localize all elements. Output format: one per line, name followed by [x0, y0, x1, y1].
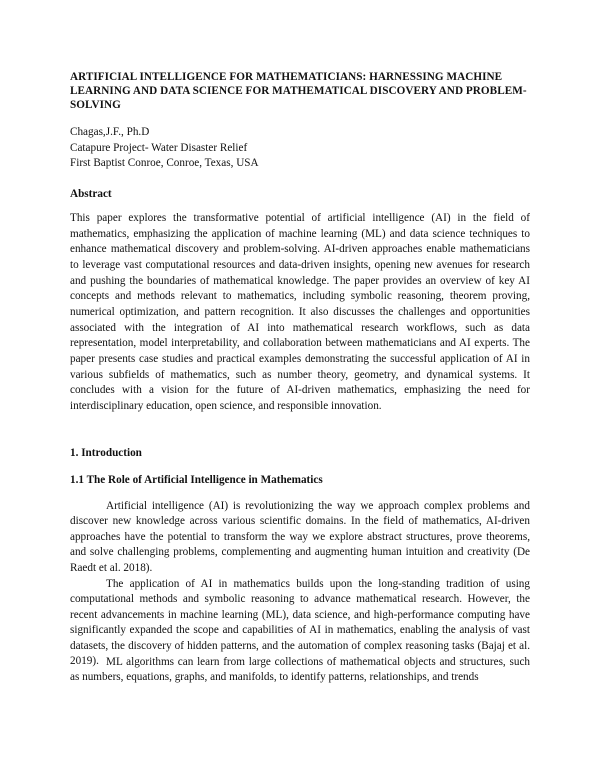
abstract-text: This paper explores the transformative potential of artificial intelligence (AI) in the field of mathematics, emphasizing the application of machine learning (ML) and data science techniques to enhance mathematical discovery and problem-solving. AI-driven approaches enable mathematicians to leverage vast computational resources and data-driven insights, opening new avenues for research and pushing the boundaries of mathematical knowledge. The paper provides an overview of key AI concepts and methods relevant to mathematics, including symbolic reasoning, theorem proving, numerical optimization, and pattern recognition. It also discusses the challenges and opportunities associated with the integration of AI into mathematical research workflows, such as data representation, model interpretability, and collaboration between mathematicians and AI experts. The paper presents case studies and practical examples demonstrating the successful application of AI in various subfields of mathematics, such as number theory, geometry, and dynamical systems. It concludes with a vision for the future of AI-driven mathematics, emphasizing the need for interdisciplinary education, open science, and responsible innovation.: [70, 212, 530, 412]
body-paragraph: ML algorithms can learn from large collections of mathematical objects and structures, such as numbers, equations, graphs, and manifolds, to identify patterns, relationships, and trends: [70, 656, 530, 684]
body-paragraph: Artificial intelligence (AI) is revolutionizing the way we approach complex problems and discover new knowledge across various scientific domains. In the field of mathematics, AI-driven approaches have the potential to transform the way we explore abstract structures, prove theorems, and solve challenging problems, complementing and augmenting human intuition and creativity (De Raedt et al. 2018).: [70, 500, 530, 574]
body-paragraph: The application of AI in mathematics builds upon the long-standing tradition of using computational methods and symbolic reasoning to advance mathematical research. However, the recent advancements in machine learning (ML), data science, and high-performance computing have significantly expanded the scope and capabilities of AI in mathematics, enabling the analysis of vast datasets, the discovery of hidden patterns, and the automation of complex reasoning tasks (Bajaj et al. 2019).: [70, 578, 530, 668]
author-name: Chagas,J.F., Ph.D: [70, 126, 150, 138]
author-affiliation: Catapure Project- Water Disaster Relief: [70, 141, 248, 154]
author-location: First Baptist Conroe, Conroe, Texas, USA: [70, 157, 259, 169]
author-block: [70, 125, 259, 172]
paper-title: ARTIFICIAL INTELLIGENCE FOR MATHEMATICIANS: HARNESSING MACHINE LEARNING AND DATA SCIENCE FOR MATHEMATICAL DISCOVERY AND PROBLEM-SOLVING: [70, 71, 527, 111]
section-heading: 1. Introduction: [70, 447, 142, 459]
abstract-heading: Abstract: [70, 188, 112, 200]
subsection-heading: 1.1 The Role of Artificial Intelligence in Mathematics: [70, 474, 323, 486]
